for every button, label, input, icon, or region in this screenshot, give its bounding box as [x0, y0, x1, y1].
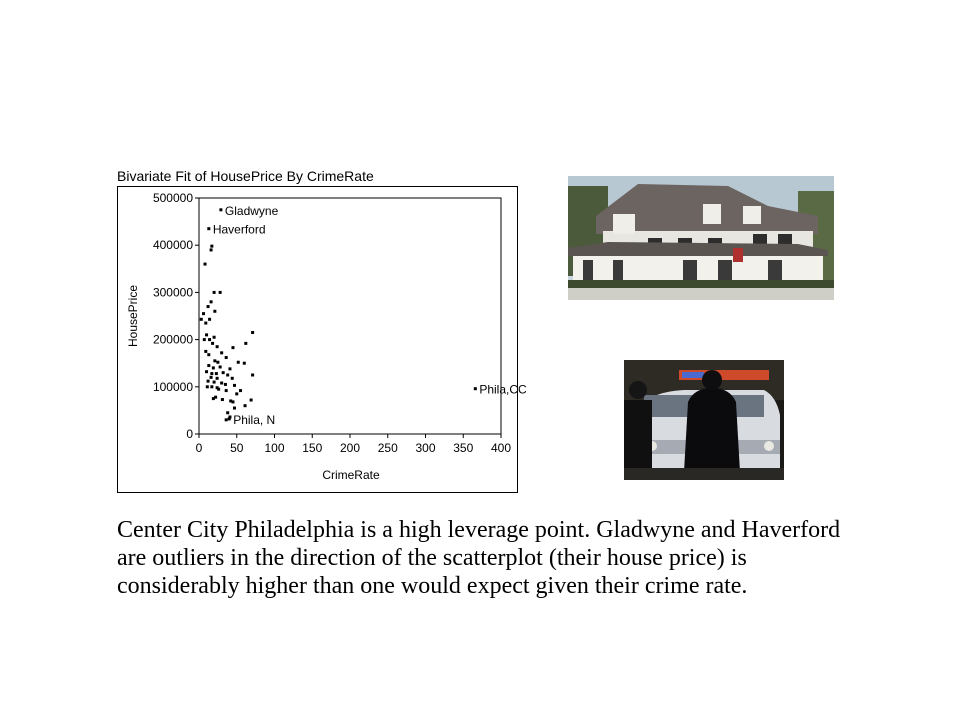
y-tick-label: 400000: [152, 238, 193, 253]
data-point: [225, 356, 228, 359]
y-tick-label: 300000: [152, 285, 193, 300]
house-photo: [568, 176, 834, 300]
data-point: [228, 367, 231, 370]
data-point: [204, 350, 207, 353]
data-point: [213, 291, 216, 294]
data-point: [207, 227, 210, 230]
y-tick-label: 500000: [152, 191, 193, 205]
data-point: [237, 361, 240, 364]
y-tick-label: 200000: [152, 332, 193, 347]
data-point: [244, 404, 247, 407]
data-point: [210, 372, 213, 375]
data-point: [220, 351, 223, 354]
data-point: [210, 248, 213, 251]
data-point: [219, 208, 222, 211]
data-point: [207, 380, 210, 383]
x-tick-label: 0: [195, 441, 203, 455]
data-point: [213, 381, 216, 384]
data-point: [205, 370, 208, 373]
x-tick-label: 250: [377, 441, 398, 455]
data-point: [244, 342, 247, 345]
x-tick-label: 400: [490, 441, 512, 455]
data-point: [213, 359, 216, 362]
point-label: Haverford: [212, 222, 266, 237]
data-point: [213, 336, 216, 339]
scatter-plot: [118, 187, 527, 492]
x-tick-label: 200: [339, 441, 361, 455]
data-point: [207, 353, 210, 356]
data-point: [207, 364, 210, 367]
data-point: [207, 305, 210, 308]
data-point: [225, 389, 228, 392]
x-tick-label: 350: [453, 441, 474, 455]
x-axis-label: CrimeRate: [322, 468, 380, 482]
data-point: [228, 417, 231, 420]
x-tick-label: 300: [415, 441, 436, 455]
data-point: [221, 398, 224, 401]
data-point: [235, 392, 238, 395]
data-point: [251, 331, 254, 334]
data-point: [474, 387, 477, 390]
data-point: [231, 377, 234, 380]
data-point: [219, 365, 222, 368]
data-point: [219, 291, 222, 294]
data-point: [224, 383, 227, 386]
data-point: [226, 374, 229, 377]
slide-caption: Center City Philadelphia is a high leverage point. Gladwyne and Haverford are outliers in the direction of the scatterplot (their house price) is considerably higher than one would expect given their crime rate.: [117, 517, 841, 599]
data-point: [243, 362, 246, 365]
data-point: [202, 312, 205, 315]
data-point: [204, 263, 207, 266]
y-tick-label: 100000: [152, 379, 193, 394]
data-point: [208, 338, 211, 341]
data-point: [208, 318, 211, 321]
data-point: [216, 361, 219, 364]
data-point: [231, 346, 234, 349]
data-point: [216, 345, 219, 348]
data-point: [200, 318, 203, 321]
x-axis: [196, 434, 512, 455]
data-point: [211, 342, 214, 345]
data-point: [233, 407, 236, 410]
data-point: [212, 397, 215, 400]
point-annotations: [213, 204, 527, 427]
chart-frame: [117, 186, 527, 493]
data-point: [225, 418, 228, 421]
data-point: [222, 371, 225, 374]
data-point: [206, 385, 209, 388]
data-point: [220, 382, 223, 385]
data-point: [217, 388, 220, 391]
data-point: [205, 333, 208, 336]
data-point: [226, 411, 229, 414]
data-point: [210, 300, 213, 303]
y-axis: [153, 191, 199, 441]
data-point: [213, 310, 216, 313]
point-label: Gladwyne: [224, 203, 279, 218]
data-point: [239, 389, 242, 392]
data-point: [251, 374, 254, 377]
x-tick-label: 150: [302, 441, 323, 455]
y-axis-label: HousePrice: [126, 284, 140, 348]
data-point: [203, 338, 206, 341]
police-photo: [624, 360, 784, 480]
data-point: [215, 372, 218, 375]
point-label: Phila,CC: [479, 382, 527, 397]
x-tick-label: 50: [230, 441, 244, 455]
data-point: [210, 245, 213, 248]
data-point: [210, 376, 213, 379]
x-tick-label: 100: [264, 441, 285, 455]
y-tick-label: 0: [186, 427, 193, 441]
data-point: [210, 385, 213, 388]
data-point: [233, 384, 236, 387]
data-point: [250, 399, 253, 402]
data-point: [216, 377, 219, 380]
chart-title: Bivariate Fit of HousePrice By CrimeRate: [117, 168, 374, 184]
data-point: [204, 322, 207, 325]
data-point: [231, 400, 234, 403]
data-points: [200, 208, 477, 421]
data-point: [212, 366, 215, 369]
point-label: Phila, N: [233, 412, 276, 427]
